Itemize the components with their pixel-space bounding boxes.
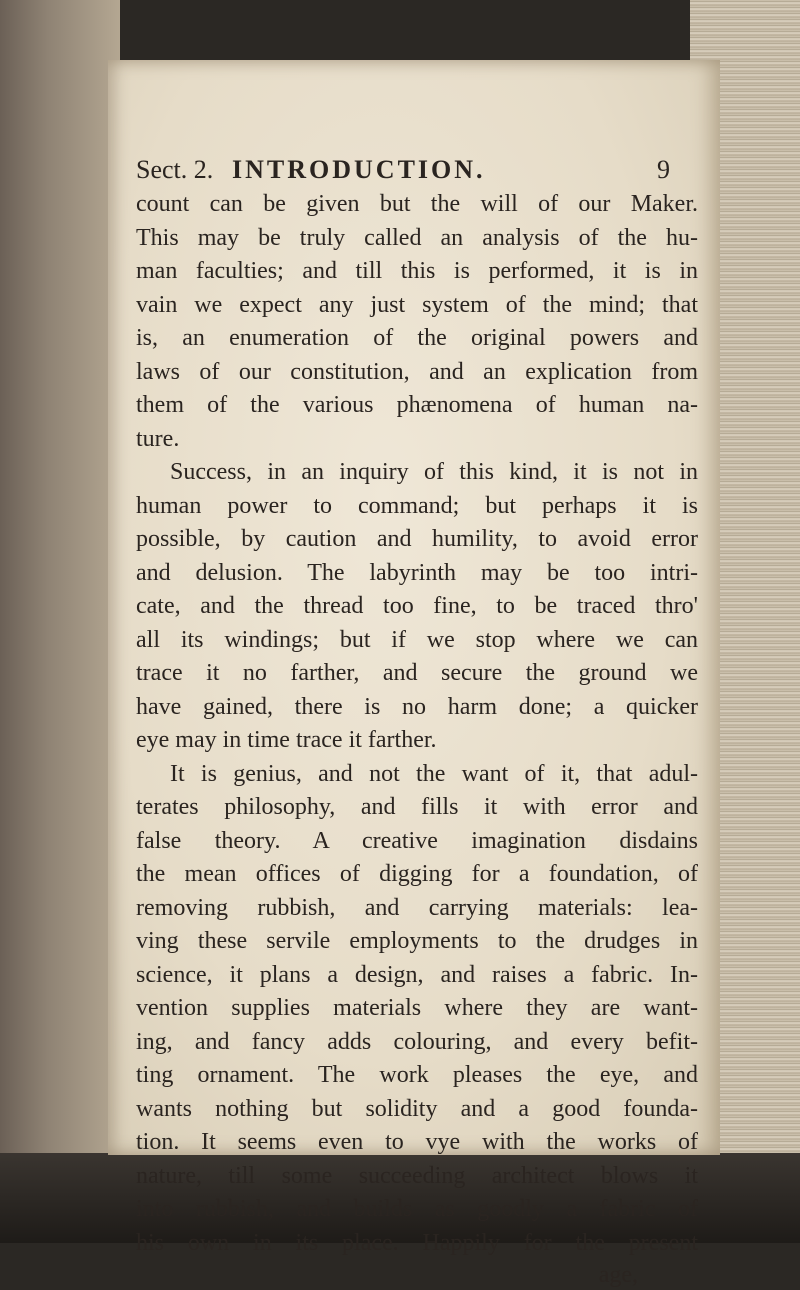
text-line: science, it plans a design, and raises a fabric. In- <box>136 961 698 988</box>
page-number: 9 <box>657 155 670 184</box>
text-line: human power to command; but perhaps it is <box>136 492 698 519</box>
text-line: vention supplies materials where they are want- <box>136 995 698 1021</box>
body-text <box>136 188 698 1260</box>
text-line: cate, and the thread too fine, to be traced thro' <box>136 593 698 619</box>
text-line: is, an enumeration of the original powers and <box>136 325 698 351</box>
text-line: vain we expect any just system of the mind; that <box>136 291 698 318</box>
chapter-title: INTRODUCTION. <box>232 155 486 184</box>
scan-background-left <box>0 0 120 1243</box>
text-line: eye may in time trace it farther. <box>136 727 437 753</box>
section-label: Sect. 2. <box>136 155 214 184</box>
text-line: It is genius, and not the want of it, that adul- <box>170 760 698 787</box>
catchword: age, <box>598 1262 638 1288</box>
text-line: removing rubbish, and carrying materials: lea- <box>136 894 698 921</box>
text-line: ving these servile employments to the drudges in <box>136 928 698 954</box>
text-line: man faculties; and till this is performed, it is in <box>136 258 698 284</box>
text-line: possible, by caution and humility, to avoid error <box>136 526 698 552</box>
text-line: tion. It seems even to vye with the works of <box>136 1129 698 1155</box>
page-text <box>136 152 698 1290</box>
text-line: Success, in an inquiry of this kind, it is not in <box>170 459 698 485</box>
text-line: into rubbish, and builds as goodly a fabric of <box>136 1196 698 1222</box>
text-line: ing, and fancy adds colouring, and every befit- <box>136 1028 698 1055</box>
text-line: This may be truly called an analysis of the hu- <box>136 224 698 251</box>
text-line: false theory. A creative imagination disdains <box>136 827 698 854</box>
text-line: terates philosophy, and fills it with error and <box>136 794 698 820</box>
text-line: and delusion. The labyrinth may be too intri- <box>136 559 698 586</box>
text-line: have gained, there is no harm done; a quicker <box>136 693 698 720</box>
text-line: nature, till some succeeding architect blows it <box>136 1162 698 1189</box>
text-line: his own in its place. Happily for the present <box>136 1229 698 1256</box>
text-line: ting ornament. The work pleases the eye, and <box>136 1062 698 1088</box>
text-line: them of the various phænomena of human na- <box>136 392 698 418</box>
text-line: the mean offices of digging for a foundation, of <box>136 861 698 887</box>
text-line: trace it no farther, and secure the ground we <box>136 660 698 686</box>
text-line: ture. <box>136 425 180 452</box>
text-line: wants nothing but solidity and a good founda- <box>136 1095 698 1122</box>
text-line: laws of our constitution, and an explication from <box>136 358 698 385</box>
running-head <box>136 152 698 188</box>
text-line: all its windings; but if we stop where we can <box>136 626 698 653</box>
text-line: count can be given but the will of our Maker. <box>136 191 698 217</box>
